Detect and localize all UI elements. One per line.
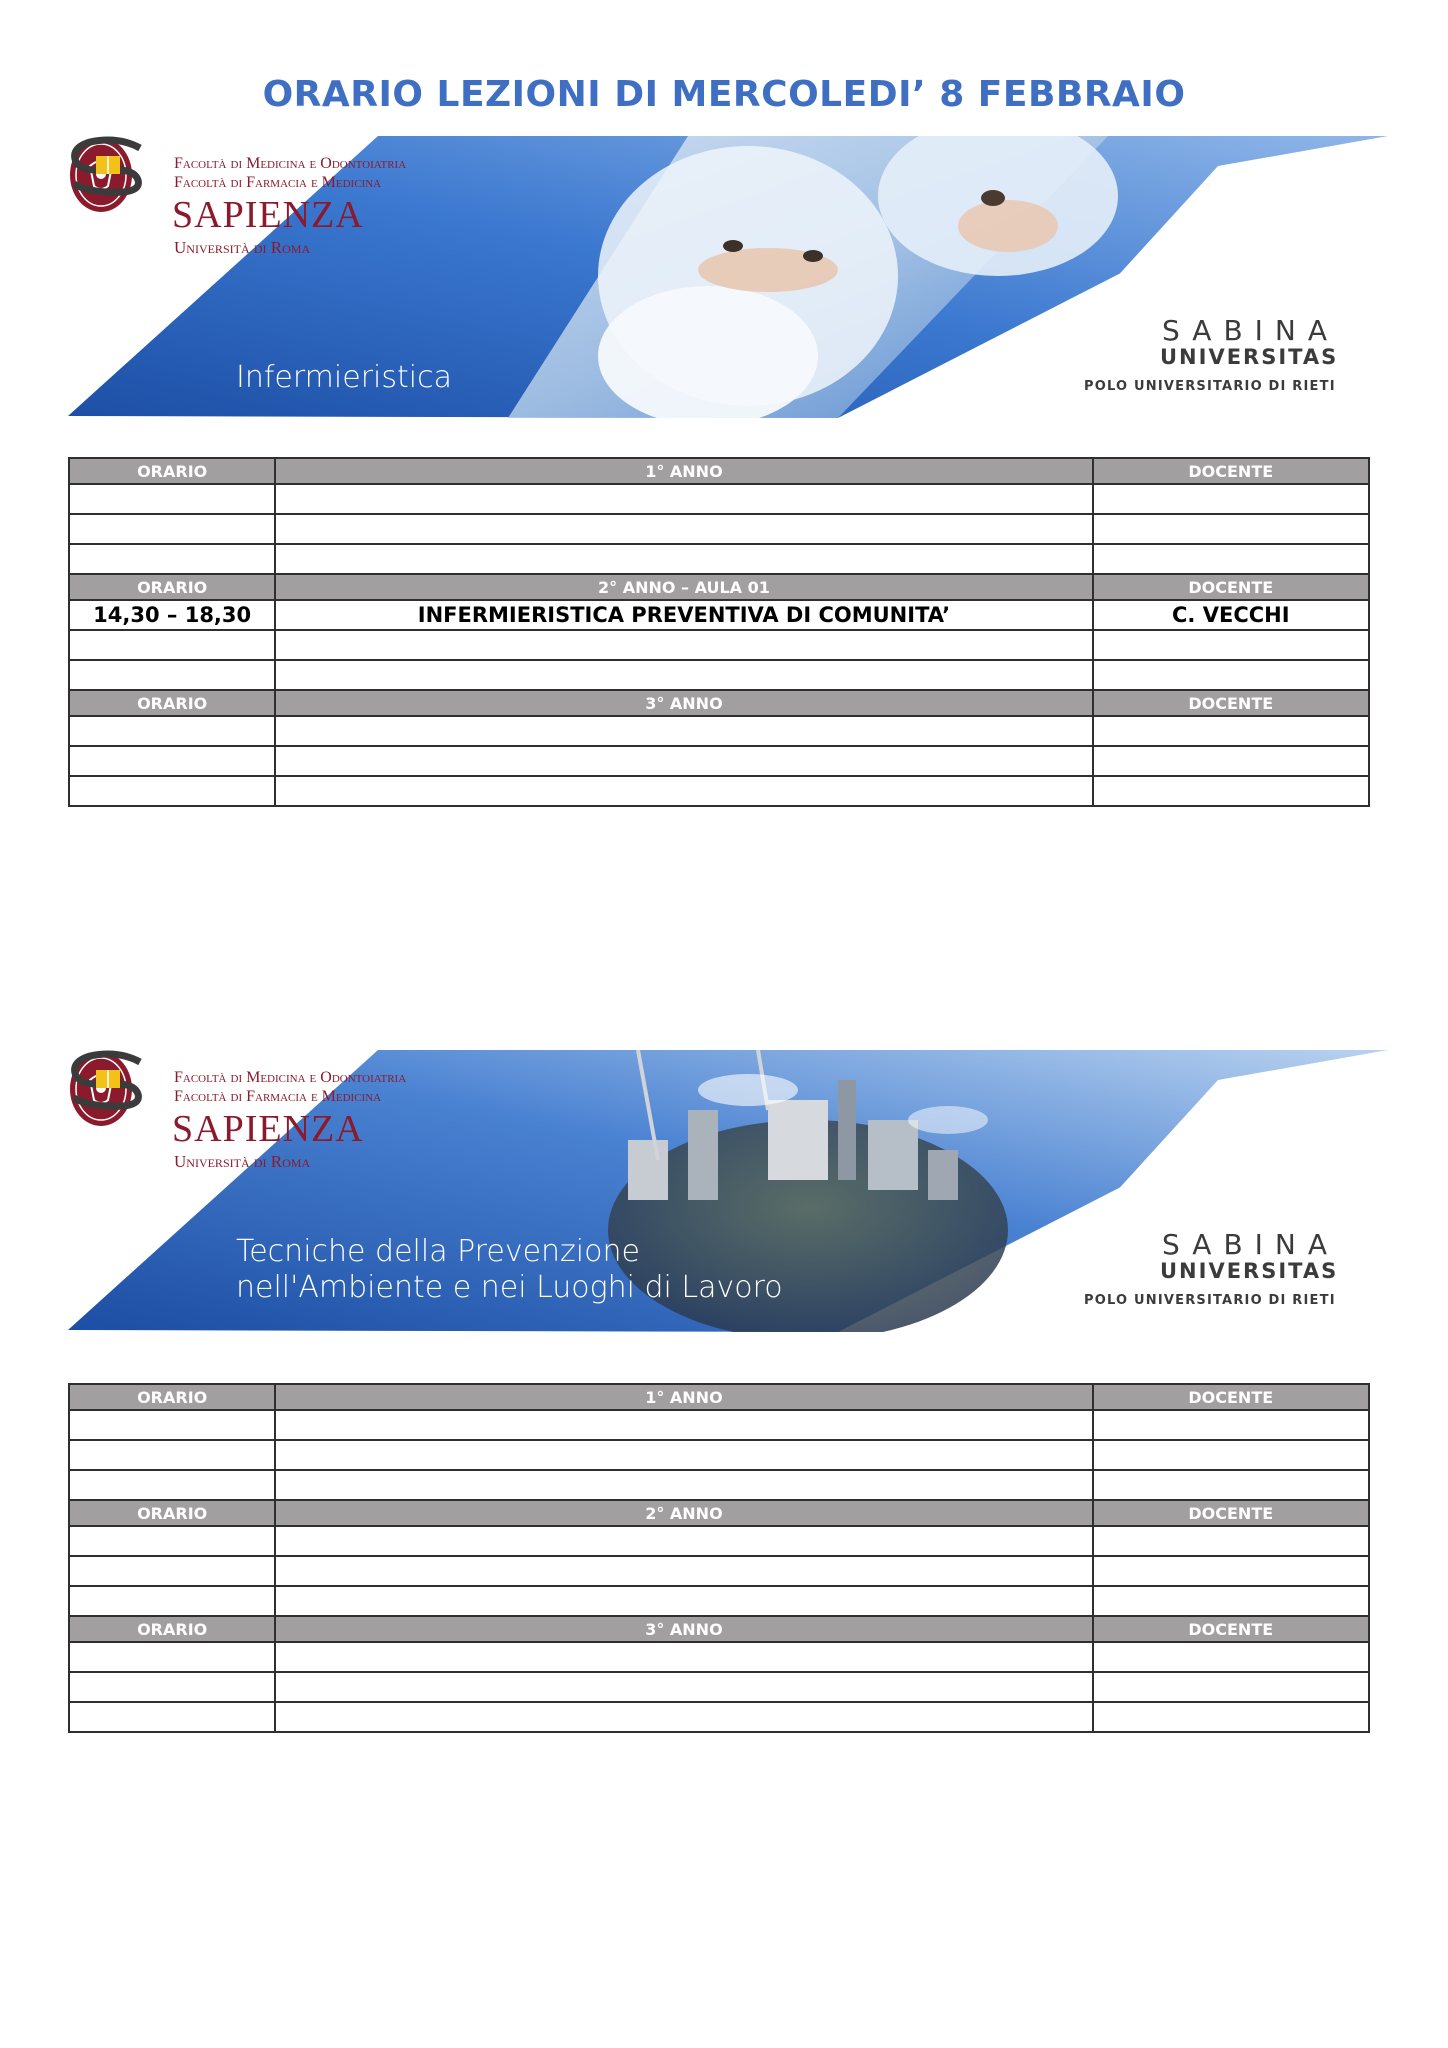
cell-docente (1093, 1440, 1369, 1470)
cell-orario (69, 630, 275, 660)
polo-universitario-rieti: POLO UNIVERSITARIO DI RIETI (1084, 379, 1336, 394)
table-row (69, 514, 1369, 544)
cell-orario (69, 1556, 275, 1586)
table-row (69, 1410, 1369, 1440)
cell-docente (1093, 1556, 1369, 1586)
table-row (69, 776, 1369, 806)
header-docente: DOCENTE (1093, 574, 1369, 600)
cell-materia: INFERMIERISTICA PREVENTIVA DI COMUNITA’ (275, 600, 1092, 630)
cell-orario: 14,30 – 18,30 (69, 600, 275, 630)
cell-materia (275, 484, 1092, 514)
table-row (69, 1440, 1369, 1470)
faculty-farmacia-medicina: Facoltà di Farmacia e Medicina (174, 1088, 382, 1105)
cell-docente (1093, 716, 1369, 746)
sapienza-wordmark: SAPIENZA (172, 1108, 364, 1150)
cell-docente (1093, 484, 1369, 514)
table-row (69, 544, 1369, 574)
cell-materia (275, 660, 1092, 690)
cell-materia (275, 1470, 1092, 1500)
cell-docente (1093, 1410, 1369, 1440)
cell-orario (69, 1702, 275, 1732)
cell-docente (1093, 1642, 1369, 1672)
cell-docente (1093, 1526, 1369, 1556)
cell-materia (275, 776, 1092, 806)
table-row (69, 484, 1369, 514)
sabina-wordmark: SABINA (1162, 314, 1340, 347)
cell-materia (275, 1440, 1092, 1470)
cell-docente (1093, 1672, 1369, 1702)
cell-materia (275, 1702, 1092, 1732)
cell-materia (275, 1556, 1092, 1586)
cell-docente (1093, 1586, 1369, 1616)
page-title: ORARIO LEZIONI DI MERCOLEDI’ 8 FEBBRAIO (262, 74, 1186, 115)
header-anno: 1° ANNO (275, 1384, 1092, 1410)
cell-materia (275, 1526, 1092, 1556)
cell-orario (69, 1440, 275, 1470)
header-anno: 2° ANNO (275, 1500, 1092, 1526)
cell-orario (69, 1526, 275, 1556)
header-anno: 2° ANNO – AULA 01 (275, 574, 1092, 600)
table-row (69, 1556, 1369, 1586)
header-orario: ORARIO (69, 690, 275, 716)
header-anno: 3° ANNO (275, 1616, 1092, 1642)
table-row (69, 1470, 1369, 1500)
banner-tecniche-prevenzione (68, 1050, 1388, 1332)
header-docente: DOCENTE (1093, 1384, 1369, 1410)
header-docente: DOCENTE (1093, 1616, 1369, 1642)
universita-di-roma: Università di Roma (174, 1152, 311, 1171)
table-row (69, 1702, 1369, 1732)
cell-orario (69, 1586, 275, 1616)
cell-materia (275, 746, 1092, 776)
cell-orario (69, 1672, 275, 1702)
cell-materia (275, 716, 1092, 746)
cell-orario (69, 1470, 275, 1500)
table-row (69, 1586, 1369, 1616)
cell-materia (275, 1672, 1092, 1702)
cell-orario (69, 544, 275, 574)
header-anno: 1° ANNO (275, 458, 1092, 484)
sapienza-wordmark: SAPIENZA (172, 194, 364, 236)
cell-orario (69, 514, 275, 544)
cell-orario (69, 484, 275, 514)
cell-materia (275, 630, 1092, 660)
table-row (69, 1526, 1369, 1556)
cell-docente (1093, 514, 1369, 544)
course-name-line-1: Tecniche della Prevenzione (236, 1234, 640, 1269)
universitas-wordmark: UNIVERSITAS (1160, 1259, 1339, 1283)
banner-infermieristica (68, 136, 1388, 418)
table-row (69, 660, 1369, 690)
header-orario: ORARIO (69, 574, 275, 600)
header-docente: DOCENTE (1093, 1500, 1369, 1526)
cell-orario (69, 1642, 275, 1672)
universita-di-roma: Università di Roma (174, 238, 311, 257)
cell-docente (1093, 544, 1369, 574)
table-header-row (69, 1500, 1369, 1526)
header-orario: ORARIO (69, 1616, 275, 1642)
cell-docente (1093, 746, 1369, 776)
sabina-universitas-logo-icon (68, 136, 146, 196)
faculty-medicina-odontoiatria: Facoltà di Medicina e Odontoiatria (174, 1069, 407, 1086)
header-anno: 3° ANNO (275, 690, 1092, 716)
universitas-wordmark: UNIVERSITAS (1160, 345, 1339, 369)
header-orario: ORARIO (69, 1500, 275, 1526)
table-header-row (69, 1384, 1369, 1410)
course-name: Infermieristica (236, 360, 452, 395)
header-docente: DOCENTE (1093, 458, 1369, 484)
cell-docente (1093, 1702, 1369, 1732)
faculty-medicina-odontoiatria: Facoltà di Medicina e Odontoiatria (174, 155, 407, 172)
cell-orario (69, 746, 275, 776)
cell-docente (1093, 630, 1369, 660)
polo-universitario-rieti: POLO UNIVERSITARIO DI RIETI (1084, 1293, 1336, 1308)
table-header-row (69, 1616, 1369, 1642)
header-orario: ORARIO (69, 1384, 275, 1410)
schedule-table-infermieristica (68, 457, 1370, 807)
faculty-farmacia-medicina: Facoltà di Farmacia e Medicina (174, 174, 382, 191)
table-row (69, 600, 1369, 630)
cell-orario (69, 776, 275, 806)
table-header-row (69, 690, 1369, 716)
cell-orario (69, 660, 275, 690)
cell-orario (69, 716, 275, 746)
table-row (69, 746, 1369, 776)
cell-docente: C. VECCHI (1093, 600, 1369, 630)
table-row (69, 716, 1369, 746)
table-row (69, 1672, 1369, 1702)
table-header-row (69, 574, 1369, 600)
cell-docente (1093, 1470, 1369, 1500)
cell-docente (1093, 776, 1369, 806)
cell-materia (275, 514, 1092, 544)
cell-materia (275, 1586, 1092, 1616)
table-header-row (69, 458, 1369, 484)
schedule-table-tecniche-prevenzione (68, 1383, 1370, 1733)
header-docente: DOCENTE (1093, 690, 1369, 716)
table-row (69, 1642, 1369, 1672)
table-row (69, 630, 1369, 660)
cell-orario (69, 1410, 275, 1440)
header-orario: ORARIO (69, 458, 275, 484)
sabina-universitas-logo-icon (68, 1050, 146, 1110)
cell-docente (1093, 660, 1369, 690)
cell-materia (275, 1410, 1092, 1440)
sabina-wordmark: SABINA (1162, 1228, 1340, 1261)
cell-materia (275, 1642, 1092, 1672)
cell-materia (275, 544, 1092, 574)
course-name-line-2: nell'Ambiente e nei Luoghi di Lavoro (236, 1270, 783, 1305)
